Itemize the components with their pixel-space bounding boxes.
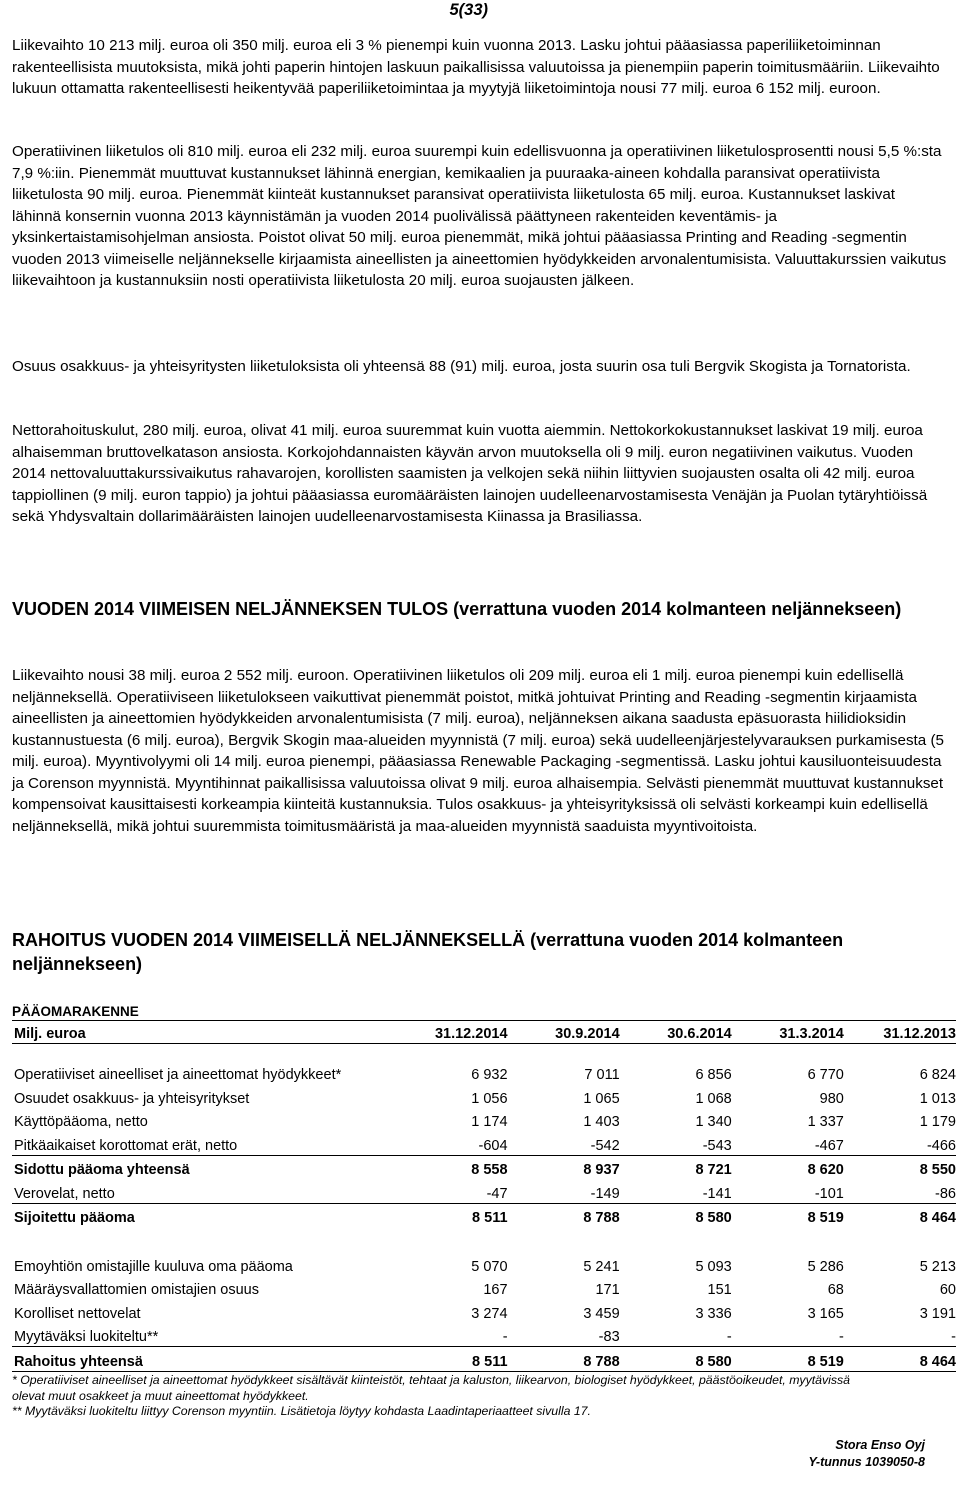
paragraph-operating-result: Operatiivinen liiketulos oli 810 milj. euroa eli 232 milj. euroa suurempi kuin edellisvuonna ja operatiivinen liiketulosprosentti nousi 5,5 %:sta 7,9 %:iin. Pienemmät muuttuvat kustannukset lähinnä energian, kemikaalien ja puuraaka-aineen kohdalla paransivat operatiivista liiketulosta 90 milj. euroa. Pienemmät kiinteät kustannukset paransivat operatiivista liiketulosta 65 milj. euroa. Kustannukset laskivat lähinnä konsernin vuonna 2013 käynnistämän ja vuoden 2014 puolivälissä päättyneen rakenteiden keventämis- ja yksinkertaistamisohjelman ansiosta. Poistot olivat 50 milj. euroa pienemmät, mikä johtui pääasiassa Printing and Reading -segmentin vuoden 2013 viimeiselle neljännekselle kirjaamista aineellisten ja aineettomien hyödykkeiden arvonalentumisista. Valuuttakurssien vaikutus liikevaihtoon ja kustannuksiin nosti operatiivista liiketulosta 20 milj. euroa suojausten jälkeen.: [12, 143, 947, 289]
row-label: Käyttöpääoma, netto: [14, 1114, 148, 1130]
company-name: Stora Enso Oyj: [835, 1438, 925, 1452]
row-value: 6 770: [807, 1067, 844, 1083]
row-value: 8 519: [732, 1347, 844, 1372]
footnote: * Operatiiviset aineelliset ja aineettomat hyödykkeet sisältävät kiinteistöt, tehtaat ja kaluston, liikearvon, biologiset hyödykkeet, päästöoikeudet, myytävissä olevat muut osakkeet ja muut aineettomat hyödykkeet.: [12, 1373, 851, 1403]
page-number: 5(33): [449, 1, 488, 19]
header-cell: 30.6.2014: [620, 1021, 732, 1044]
header-cell: 30.9.2014: [508, 1021, 620, 1044]
footnote: ** Myytäväksi luokiteltu liittyy Corenson myyntiin. Lisätietoja löytyy kohdasta Laadintaperiaatteet sivulla 17.: [12, 1404, 591, 1418]
row-label: Määräysvallattomien omistajien osuus: [14, 1282, 259, 1298]
table-row-total: [12, 1203, 956, 1227]
heading-q4-result: VUODEN 2014 VIIMEISEN NELJÄNNEKSEN TULOS (verrattuna vuoden 2014 kolmanteen neljännekseen): [12, 599, 902, 619]
row-value: -604: [478, 1137, 508, 1154]
row-value: 171: [595, 1282, 620, 1298]
row-value: -467: [814, 1137, 844, 1154]
row-value: 5 070: [471, 1258, 508, 1275]
row-value: 1 337: [807, 1114, 844, 1130]
page-footer: [809, 1437, 925, 1471]
table-row: [12, 1044, 956, 1085]
table-spacer-row: [12, 1227, 956, 1252]
row-value: 3 165: [807, 1305, 844, 1322]
row-value: 8 580: [620, 1347, 732, 1372]
table-row: [12, 1179, 956, 1203]
row-value: 1 179: [919, 1114, 956, 1130]
row-value: 1 340: [695, 1114, 732, 1130]
row-label: Pitkäaikaiset korottomat erät, netto: [14, 1137, 238, 1154]
header-cell: 31.3.2014: [732, 1021, 844, 1044]
row-label: Rahoitus yhteensä: [12, 1347, 395, 1372]
row-value: 8 464: [844, 1347, 956, 1372]
row-value: 8 550: [844, 1155, 956, 1179]
table-row: [12, 1252, 956, 1276]
row-value: 3 274: [471, 1305, 508, 1322]
row-value: -47: [486, 1185, 508, 1202]
row-value: -542: [590, 1137, 620, 1154]
row-value: 8 788: [508, 1347, 620, 1372]
row-value: 5 241: [583, 1258, 620, 1275]
row-label: Emoyhtiön omistajille kuuluva oma pääoma: [14, 1258, 293, 1275]
table-footnotes: [12, 1373, 862, 1420]
paragraph-q4-result: Liikevaihto nousi 38 milj. euroa 2 552 milj. euroon. Operatiivinen liiketulos oli 209 milj. euroa eli 1 milj. euroa pienempi kuin edellisellä neljänneksellä. Operatiiviseen liiketulokseen vaikuttivat pienemmät poistot, mitkä johtuivat Printing and Reading -segmentin kirjaamista aineellisten ja aineettomien hyödykkeiden arvonalentumisista (7 milj. euroa), neljänneksen aikana saadusta epäsuorasta hiilidioksidin kustannustuesta (6 milj. euroa), Bergvik Skogin maa-alueiden myynnistä (7 milj. euroa) sekä uudelleenjärjestelyvarauksen purkamisesta (5 milj. euroa). Myyntivolyymi oli 14 milj. euroa pienempi, pääasiassa Renewable Packaging -segmentissä. Lasku johtui kausiluonteisuudesta ja Corenson myynnistä. Myyntihinnat paikallisissa valuutoissa olivat 9 milj. euroa alhaisempia. Selvästi pienemmät muuttuvat kustannukset kompensoivat kausittaisesti korkeampia kiinteitä kustannuksia. Tulos osakkuus- ja yhteisyrityksissä oli selvästi korkeampi kuin edellisellä neljänneksellä, mikä johtui suuremmista toimitusmääristä ja maa-alueiden myynnistä saaduista myyntivoitoista.: [12, 667, 944, 835]
row-value: 980: [819, 1090, 844, 1107]
table-row: [12, 1323, 956, 1347]
row-value: 1 013: [919, 1090, 956, 1107]
row-label: Operatiiviset aineelliset ja aineettomat hyödykkeet*: [14, 1067, 342, 1083]
table-row-total: [12, 1347, 956, 1372]
header-cell: 31.12.2014: [395, 1021, 507, 1044]
row-value: 1 065: [583, 1090, 620, 1107]
row-value: 7 011: [584, 1067, 620, 1083]
row-value: 3 191: [919, 1305, 956, 1322]
row-value: -: [839, 1329, 844, 1345]
table-row: [12, 1084, 956, 1108]
row-value: 8 558: [395, 1155, 507, 1179]
business-id: Y-tunnus 1039050-8: [808, 1455, 925, 1469]
row-value: 1 403: [583, 1114, 620, 1130]
row-value: 8 620: [732, 1155, 844, 1179]
row-value: 3 459: [583, 1305, 620, 1322]
paragraph-associates: Osuus osakkuus- ja yhteisyritysten liiketuloksista oli yhteensä 88 (91) milj. euroa, josta suurin osa tuli Bergvik Skogista ja Tornatorista.: [12, 358, 911, 375]
row-value: 8 937: [508, 1155, 620, 1179]
row-value: 60: [939, 1282, 956, 1298]
row-value: 5 213: [919, 1258, 956, 1275]
table-title: PÄÄOMARAKENNE: [12, 1004, 139, 1019]
row-value: 3 336: [695, 1305, 732, 1322]
row-value: -: [502, 1329, 508, 1345]
table-header-row: [12, 1021, 956, 1044]
row-label: Sidottu pääoma yhteensä: [12, 1155, 395, 1179]
row-label: Sijoitettu pääoma: [12, 1203, 395, 1227]
paragraph-financial-costs: Nettorahoituskulut, 280 milj. euroa, olivat 41 milj. euroa suuremmat kuin vuotta aiemmin. Nettokorkokustannukset laskivat 19 milj. euroa alhaisemman bruttovelkatason ansiosta. Korkojohdannaisten käyvän arvon muutoksella oli 9 milj. euron negatiivinen vaikutus. Vuoden 2014 nettovaluuttakurssivaikutus rahavarojen, korollisten saamisten ja velkojen sekä niihin liittyvien suojausten osalta oli 42 milj. euroa tappiollinen (9 milj. euron tappio) ja johtui pääasiassa euromääräisten lainojen uudelleenarvostamisesta Venäjän ja Puolan tytäryhtiöissä sekä Yhdysvaltain dollarimääräisten lainojen uudelleenarvostamisesta Kiinassa ja Brasiliassa.: [12, 422, 928, 525]
row-value: 6 856: [695, 1067, 732, 1083]
row-label: Korolliset nettovelat: [14, 1305, 141, 1322]
row-value: 8 721: [620, 1155, 732, 1179]
row-value: 1 056: [471, 1090, 508, 1107]
row-value: 8 511: [395, 1203, 507, 1227]
row-value: 8 464: [844, 1203, 956, 1227]
header-cell: 31.12.2013: [844, 1021, 956, 1044]
row-value: 8 788: [508, 1203, 620, 1227]
row-label: Myytäväksi luokiteltu**: [14, 1329, 159, 1345]
header-cell: Milj. euroa: [12, 1021, 395, 1044]
table-row: [12, 1276, 956, 1300]
row-value: -101: [814, 1185, 844, 1202]
row-value: -83: [598, 1329, 620, 1345]
row-value: -543: [702, 1137, 732, 1154]
row-value: -: [951, 1329, 956, 1345]
row-value: 6 932: [471, 1067, 508, 1083]
row-value: 8 580: [620, 1203, 732, 1227]
table-row-total: [12, 1155, 956, 1179]
row-value: 8 519: [732, 1203, 844, 1227]
row-value: 5 286: [807, 1258, 844, 1275]
capital-structure-table: [12, 1020, 956, 1372]
row-value: -: [726, 1329, 732, 1345]
row-label: Verovelat, netto: [14, 1185, 115, 1202]
row-value: 6 824: [919, 1067, 956, 1083]
table-row: [12, 1108, 956, 1132]
table-row: [12, 1131, 956, 1155]
row-value: -466: [926, 1137, 956, 1154]
row-value: 5 093: [695, 1258, 732, 1275]
row-label: Osuudet osakkuus- ja yhteisyritykset: [14, 1090, 250, 1107]
row-value: 8 511: [395, 1347, 507, 1372]
row-value: -141: [702, 1185, 732, 1202]
row-value: 151: [707, 1282, 732, 1298]
paragraph-revenue: Liikevaihto 10 213 milj. euroa oli 350 milj. euroa eli 3 % pienempi kuin vuonna 2013. Lasku johtui pääasiassa paperiliiketoiminnan rakenteellisista muutoksista, mikä johti paperin hintojen laskuun paikallisissa valuutoissa ja pienempiin paperin toimitusmääriin. Liikevaihto lukuun ottamatta rakenteellisesti heikentyvää paperiliiketoimintaa ja myytyjä liiketoimintoja nousi 77 milj. euroa 6 152 milj. euroon.: [12, 37, 940, 97]
row-value: 167: [483, 1282, 508, 1298]
row-value: 1 068: [695, 1090, 732, 1107]
row-value: 1 174: [471, 1114, 508, 1130]
row-value: -86: [935, 1185, 956, 1202]
row-value: 68: [827, 1282, 844, 1298]
table-row: [12, 1299, 956, 1323]
heading-financing: RAHOITUS VUODEN 2014 VIIMEISELLÄ NELJÄNNEKSELLÄ (verrattuna vuoden 2014 kolmanteen neljännekseen): [12, 930, 844, 974]
row-value: -149: [590, 1185, 620, 1202]
